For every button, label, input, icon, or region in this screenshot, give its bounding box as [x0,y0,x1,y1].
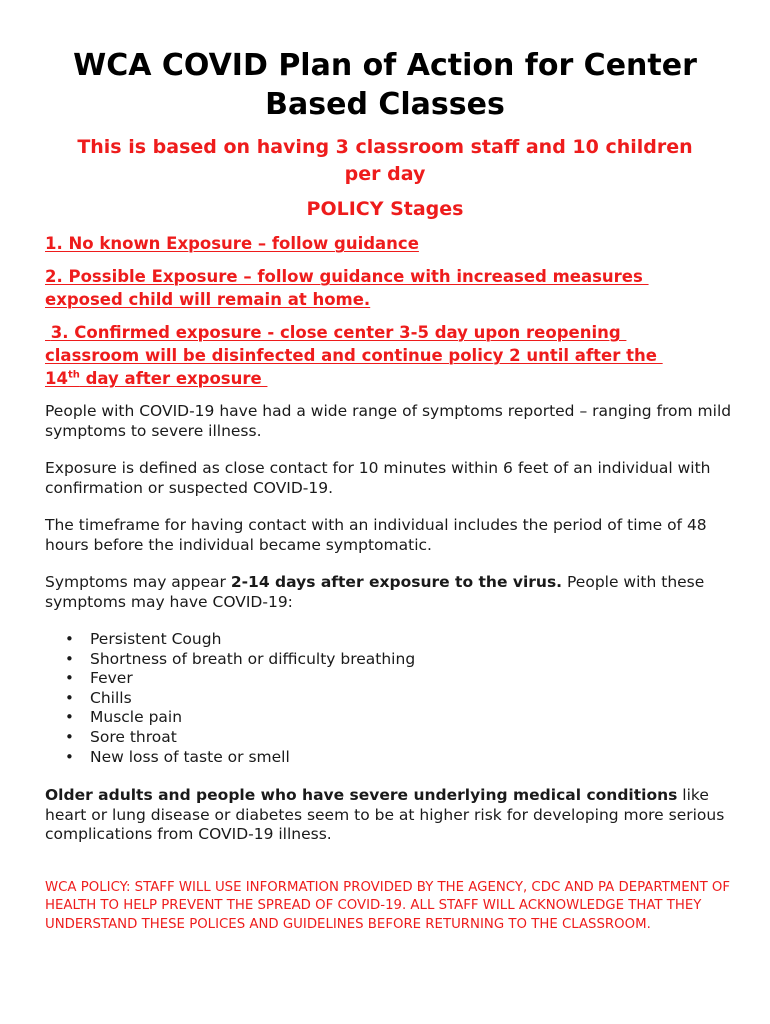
list-item [45,689,645,709]
appear-bold: 2-14 days after exposure to the virus. [230,573,563,591]
bullet-icon: • [65,727,74,746]
stage-3-day-suffix: th [67,369,80,381]
para-contact-timeframe: The timeframe for having contact with an individual includes the period of time of 48 hours before the individual became symptomatic. [45,516,707,554]
list-item [45,650,645,670]
list-item [45,728,645,748]
subtitle-line-2: per day [344,163,426,185]
symptom-label: Muscle pain [90,708,183,727]
list-item [45,630,645,650]
symptom-list [45,630,645,767]
policy-stage-3 [45,321,725,390]
stage-2-line-1: 2. Possible Exposure – follow guidance with increased measures [45,267,649,286]
para-higher-risk [45,786,735,845]
para-symptom-range: People with COVID-19 have had a wide range of symptoms reported – ranging from mild symptoms to severe illness. [45,402,732,440]
stage-3-day-number: 14 [45,369,68,388]
policy-stages-heading: POLICY Stages [306,198,464,220]
list-item [45,748,645,768]
title-line-2: Based Classes [265,87,505,122]
para-exposure-definition: Exposure is defined as close contact for 10 minutes within 6 feet of an individual with confirmation or suspected COVID-19. [45,459,711,497]
bullet-icon: • [65,747,74,766]
subtitle-line-1: This is based on having 3 classroom staff and 10 children [77,136,693,158]
bullet-icon: • [65,708,74,727]
stage-2-line-2: exposed child will remain at home. [45,290,371,309]
bullet-icon: • [65,630,74,648]
symptom-label: Fever [90,669,133,688]
stage-3-line-1: 3. Confirmed exposure - close center 3-5 day upon reopening [45,323,627,342]
symptom-label: Persistent Cough [90,630,222,648]
symptom-label: New loss of taste or smell [90,747,290,766]
symptom-label: Shortness of breath or difficulty breathing [90,649,416,668]
document-subtitle [40,134,730,188]
list-item [45,708,645,728]
policy-stage-2 [45,265,725,311]
appear-suffix: People with these symptoms may have COVID-19: [45,573,705,611]
list-item [45,669,645,689]
stage-3-line-3 [45,369,267,388]
stage-3-line-2: classroom will be disinfected and continue policy 2 until after the [45,346,663,365]
title-line-1: WCA COVID Plan of Action for Center [73,48,697,83]
symptom-label: Sore throat [90,727,177,746]
symptom-label: Chills [90,688,132,707]
policy-stage-1 [45,232,725,255]
para-symptoms-appear [45,573,735,612]
stage-3-day-text: day after exposure [79,369,268,388]
risk-suffix: like heart or lung disease or diabetes seem to be at higher risk for developing more serious complications from COVID-19 illness. [45,786,725,843]
bullet-icon: • [65,688,74,707]
wca-policy-statement: WCA POLICY: STAFF WILL USE INFORMATION PROVIDED BY THE AGENCY, CDC AND PA DEPARTMENT OF HEALTH TO HELP PREVENT THE SPREAD OF COVID-19. ALL STAFF WILL ACKNOWLEDGE THAT THEY UNDERSTAND THESE POLICES AND GUIDELINES BEFORE RETURNING TO THE CLASSROOM. [45,880,731,932]
risk-bold: Older adults and people who have severe underlying medical conditions [45,786,678,804]
document-title [40,46,730,124]
appear-prefix: Symptoms may appear [45,573,231,591]
stage-1-line-1: 1. No known Exposure – follow guidance [45,234,419,253]
bullet-icon: • [65,669,74,688]
bullet-icon: • [65,649,74,668]
